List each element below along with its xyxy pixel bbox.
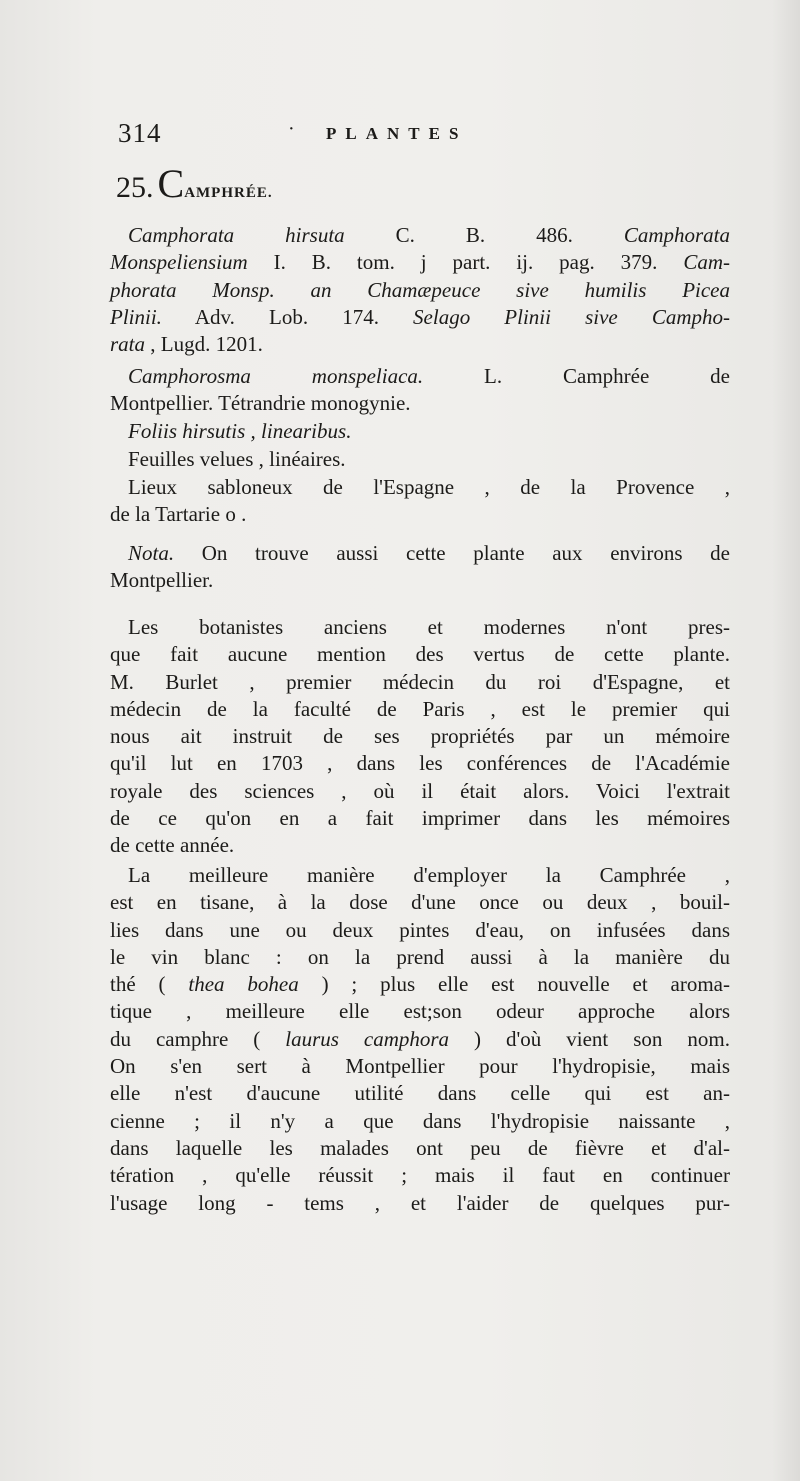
text-line: médecin de la faculté de Paris , est le premier qui xyxy=(110,696,730,721)
linnaean-name-line1: Camphorosma monspeliaca. L. Camphrée de xyxy=(128,364,730,388)
habitat-line: Lieux sabloneux de l'Espagne , de la Provence , xyxy=(128,475,730,499)
nota-line1: Nota. On trouve aussi cette plante aux environs de xyxy=(128,541,730,565)
text-line: nous ait instruit de ses propriétés par un mémoire xyxy=(110,724,730,749)
paragraph-history xyxy=(110,614,730,860)
synonym-line: Plinii. Adv. Lob. 174. Selago Plinii sive Campho- xyxy=(110,304,730,329)
text-line: lies dans une ou deux pintes d'eau, on infusées dans xyxy=(110,917,730,942)
page-number: 314 xyxy=(118,118,162,148)
text-line: Les botanistes anciens et modernes n'ont pres- xyxy=(128,615,730,639)
leaf-description-french: Feuilles velues , linéaires. xyxy=(128,447,346,471)
synonym-line: Monspeliensium I. B. tom. j part. ij. pag. 379. Cam- xyxy=(110,250,730,275)
text-line: de ce qu'on en a fait imprimer dans les mémoires xyxy=(110,806,730,831)
entry-title-initial: C xyxy=(157,161,185,206)
text-line: On s'en sert à Montpellier pour l'hydropisie, mais xyxy=(110,1054,730,1079)
text-line: thé ( thea bohea ) ; plus elle est nouvelle et aroma- xyxy=(110,972,730,997)
text-line: cienne ; il n'y a que dans l'hydropisie naissante , xyxy=(110,1108,730,1133)
page-header xyxy=(118,118,718,154)
latin-term-laurus-camphora: laurus camphora xyxy=(285,1026,450,1051)
leaf-description-latin: Foliis hirsutis , linearibus. xyxy=(128,419,352,443)
synonyms-block xyxy=(110,222,730,358)
text-line: tération , qu'elle réussit ; mais il faut en continuer xyxy=(110,1163,730,1188)
habitat-line: de la Tartarie o . xyxy=(110,502,247,527)
text-line: que fait aucune mention des vertus de cette plante. xyxy=(110,642,730,667)
entry-number: 25. xyxy=(116,171,154,204)
text-line: le vin blanc : on la prend aussi à la manière du xyxy=(110,944,730,969)
entry-title xyxy=(157,161,273,206)
text-line: dans laquelle les malades ont peu de fièvre et d'al- xyxy=(110,1135,730,1160)
habitat-text xyxy=(110,474,730,529)
text-line: royale des sciences , où il était alors. Voici l'extrait xyxy=(110,778,730,803)
text-line: M. Burlet , premier médecin du roi d'Espagne, et xyxy=(110,669,730,694)
text-line: est en tisane, à la dose d'une once ou deux , bouil- xyxy=(110,890,730,915)
synonym-line: Camphorata hirsuta C. B. 486. Camphorata xyxy=(128,223,730,247)
synonym-line: rata , Lugd. 1201. xyxy=(110,332,263,357)
running-title: PLANTES xyxy=(326,124,468,143)
text-line: La meilleure manière d'employer la Camphrée , xyxy=(128,863,730,887)
linnaean-name xyxy=(110,363,730,418)
synonym-line: phorata Monsp. an Chamæpeuce sive humilis Picea xyxy=(110,277,730,302)
entry-title-rest: AMPHRÉE. xyxy=(184,185,273,201)
nota-line2: Montpellier. xyxy=(110,568,214,593)
paragraph-usage xyxy=(110,862,730,1217)
text-line: du camphre ( laurus camphora ) d'où vient son nom. xyxy=(110,1026,730,1051)
latin-term-thea-bohea: thea bohea xyxy=(188,972,299,997)
nota-label: Nota. xyxy=(128,541,175,565)
text-line: tique , meilleure elle est;son odeur approche alors xyxy=(110,999,730,1024)
text-line: de cette année. xyxy=(110,833,235,858)
text-line: elle n'est d'aucune utilité dans celle qui est an- xyxy=(110,1081,730,1106)
entry-heading xyxy=(116,160,273,207)
page-edge-shadow xyxy=(772,0,800,1481)
text-line: qu'il lut en 1703 , dans les conférences de l'Académie xyxy=(110,751,730,776)
text-line: l'usage long - tems , et l'aider de quelques pur- xyxy=(110,1190,730,1215)
nota-block xyxy=(110,540,730,595)
linnaean-name-line2: Montpellier. Tétrandrie monogynie. xyxy=(110,391,411,416)
header-dot: · xyxy=(288,118,295,140)
